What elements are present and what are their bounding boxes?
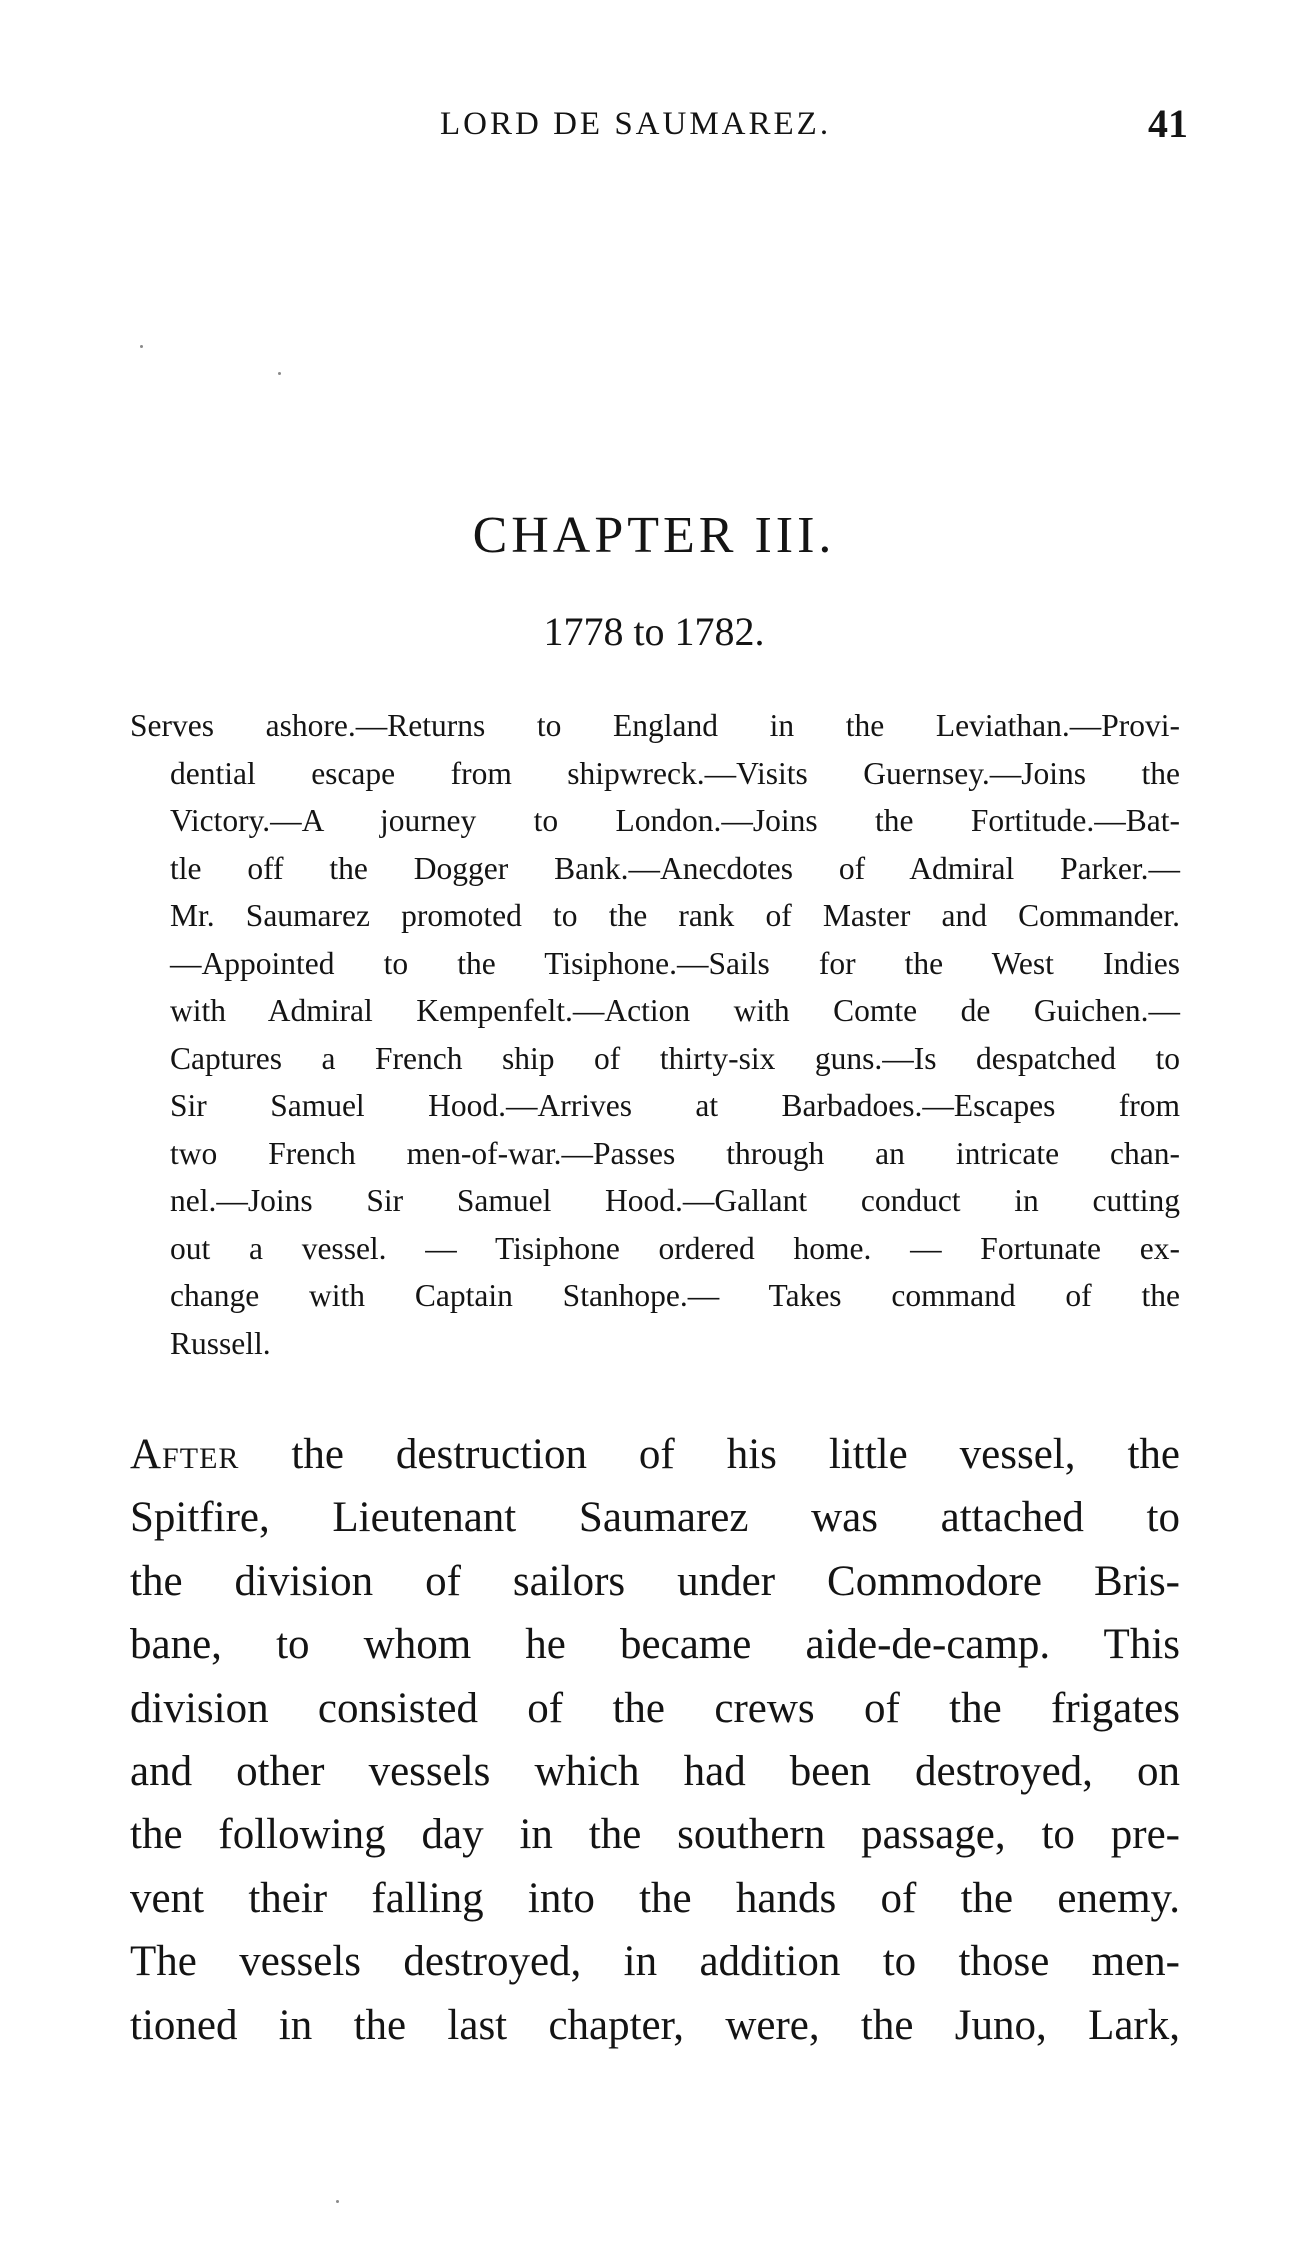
body-line: bane, to whom he became aide-de-camp. This — [130, 1621, 1180, 1669]
synopsis-line: tle off the Dogger Bank.—Anecdotes of Admiral Parker.— — [170, 850, 1180, 886]
body-paragraph — [130, 1423, 1180, 2057]
lead-word: After — [130, 1431, 240, 1478]
synopsis-line: Mr. Saumarez promoted to the rank of Master and Commander. — [170, 898, 1180, 933]
synopsis-line: out a vessel. — Tisiphone ordered home. — Fortunate ex- — [170, 1230, 1180, 1266]
synopsis-line: Captures a French ship of thirty-six guns.—Is despatched to — [170, 1040, 1180, 1076]
chapter-synopsis — [130, 702, 1180, 1367]
body-line — [130, 1423, 1180, 1486]
synopsis-line: Serves ashore.—Returns to England in the Leviathan.—Provi- — [130, 708, 1180, 743]
body-line: Spitfire, Lieutenant Saumarez was attached to — [130, 1494, 1180, 1542]
synopsis-line: change with Captain Stanhope.— Takes command of the — [170, 1278, 1180, 1313]
page-number: 41 — [1148, 101, 1188, 146]
synopsis-line: dential escape from shipwreck.—Visits Guernsey.—Joins the — [170, 755, 1180, 791]
synopsis-line: Sir Samuel Hood.—Arrives at Barbadoes.—Escapes from — [170, 1088, 1180, 1123]
body-line: vent their falling into the hands of the enemy. — [130, 1874, 1180, 1922]
chapter-dates: 1778 to 1782. — [543, 609, 765, 654]
running-title: LORD DE SAUMAREZ. — [440, 106, 832, 142]
paper-speck — [278, 372, 281, 375]
body-line: the following day in the southern passage, to pre- — [130, 1811, 1180, 1859]
chapter-title: CHAPTER III. — [472, 507, 836, 564]
body-line: the division of sailors under Commodore Bris- — [130, 1557, 1180, 1605]
body-line-text: the destruction of his little vessel, the — [239, 1431, 1180, 1478]
synopsis-line: with Admiral Kempenfelt.—Action with Comte de Guichen.— — [170, 993, 1180, 1028]
body-line: The vessels destroyed, in addition to those men- — [130, 1938, 1180, 1986]
synopsis-line: —Appointed to the Tisiphone.—Sails for the West Indies — [170, 945, 1180, 981]
body-line: division consisted of the crews of the frigates — [130, 1684, 1180, 1732]
paper-speck — [336, 2200, 339, 2203]
paper-speck — [140, 345, 143, 348]
synopsis-line: Russell. — [170, 1325, 271, 1361]
synopsis-line: two French men-of-war.—Passes through an intricate chan- — [170, 1135, 1180, 1171]
body-line: tioned in the last chapter, were, the Juno, Lark, — [130, 2001, 1180, 2049]
synopsis-line: Victory.—A journey to London.—Joins the Fortitude.—Bat- — [170, 803, 1180, 838]
synopsis-line: nel.—Joins Sir Samuel Hood.—Gallant conduct in cutting — [170, 1183, 1180, 1218]
body-line: and other vessels which had been destroyed, on — [130, 1748, 1180, 1796]
